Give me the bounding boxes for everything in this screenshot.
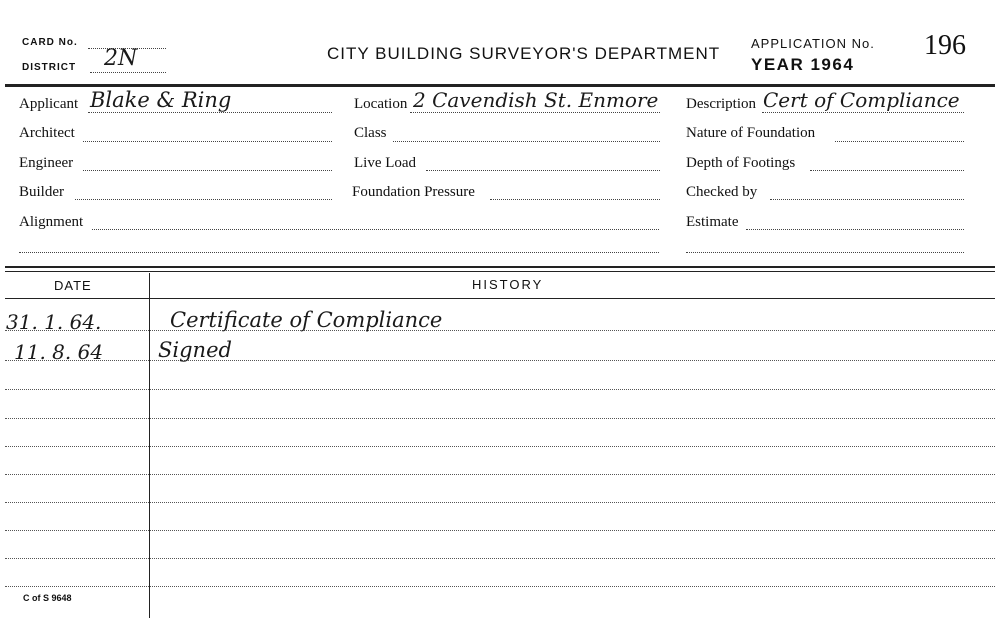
department-title: CITY BUILDING SURVEYOR'S DEPARTMENT [327,44,721,63]
class-line [393,141,660,142]
location-line [410,112,660,113]
nature-of-foundation-label: Nature of Foundation [686,125,816,141]
depth-of-footings-line [810,170,964,171]
builder-line [75,199,332,200]
ledger-line [5,389,995,390]
nature-of-foundation-line [835,141,964,142]
district-line [90,72,166,73]
location-value: 2 Cavendish St. Enmore [413,88,659,112]
live-load-label: Live Load [354,155,417,171]
card-no-label: CARD No. [22,37,78,48]
history-rule-top [5,266,995,268]
history-header: HISTORY [472,277,544,292]
district-label: DISTRICT [22,62,77,73]
history-entry-text: Certificate of Compliance [170,308,443,332]
history-entry-text: Signed [158,338,232,362]
description-label: Description [686,96,756,112]
applicant-line [88,112,332,113]
ledger-line [5,558,995,559]
history-header-rule [5,298,995,299]
estimate-line [746,229,964,230]
application-no-value: 196 [924,30,966,61]
location-label: Location [354,96,408,112]
ledger-line [5,418,995,419]
ledger-line [5,446,995,447]
architect-line [83,141,332,142]
foundation-pressure-label: Foundation Pressure [352,184,475,200]
estimate-line-2 [686,252,964,253]
depth-of-footings-label: Depth of Footings [686,155,796,171]
history-entry-date: 11. 8. 64 [14,340,104,364]
architect-label: Architect [19,125,75,141]
class-label: Class [354,125,387,141]
ledger-line [5,502,995,503]
district-value: 2N [104,46,138,71]
applicant-label: Applicant [19,96,79,112]
engineer-label: Engineer [19,155,74,171]
ledger-line [5,530,995,531]
ledger-line [5,360,995,361]
history-rule-top-2 [5,271,995,272]
foundation-pressure-line [490,199,660,200]
checked-by-line [770,199,964,200]
engineer-line [83,170,332,171]
year-label: YEAR 1964 [751,55,855,74]
alignment-line [92,229,659,230]
ledger-line [5,330,995,331]
history-entry-date: 31. 1. 64. [6,310,102,334]
applicant-value: Blake & Ring [90,88,232,112]
estimate-label: Estimate [686,214,739,230]
alignment-line-2 [19,252,659,253]
description-line [762,112,964,113]
header-rule [5,84,995,87]
form-code: C of S 9648 [23,593,72,603]
application-no-label: APPLICATION No. [751,36,875,51]
ledger-line [5,586,995,587]
builder-label: Builder [19,184,64,200]
description-value: Cert of Compliance [763,88,960,112]
live-load-line [426,170,660,171]
checked-by-label: Checked by [686,184,758,200]
ledger-line [5,474,995,475]
alignment-label: Alignment [19,214,84,230]
date-header: DATE [54,278,92,293]
